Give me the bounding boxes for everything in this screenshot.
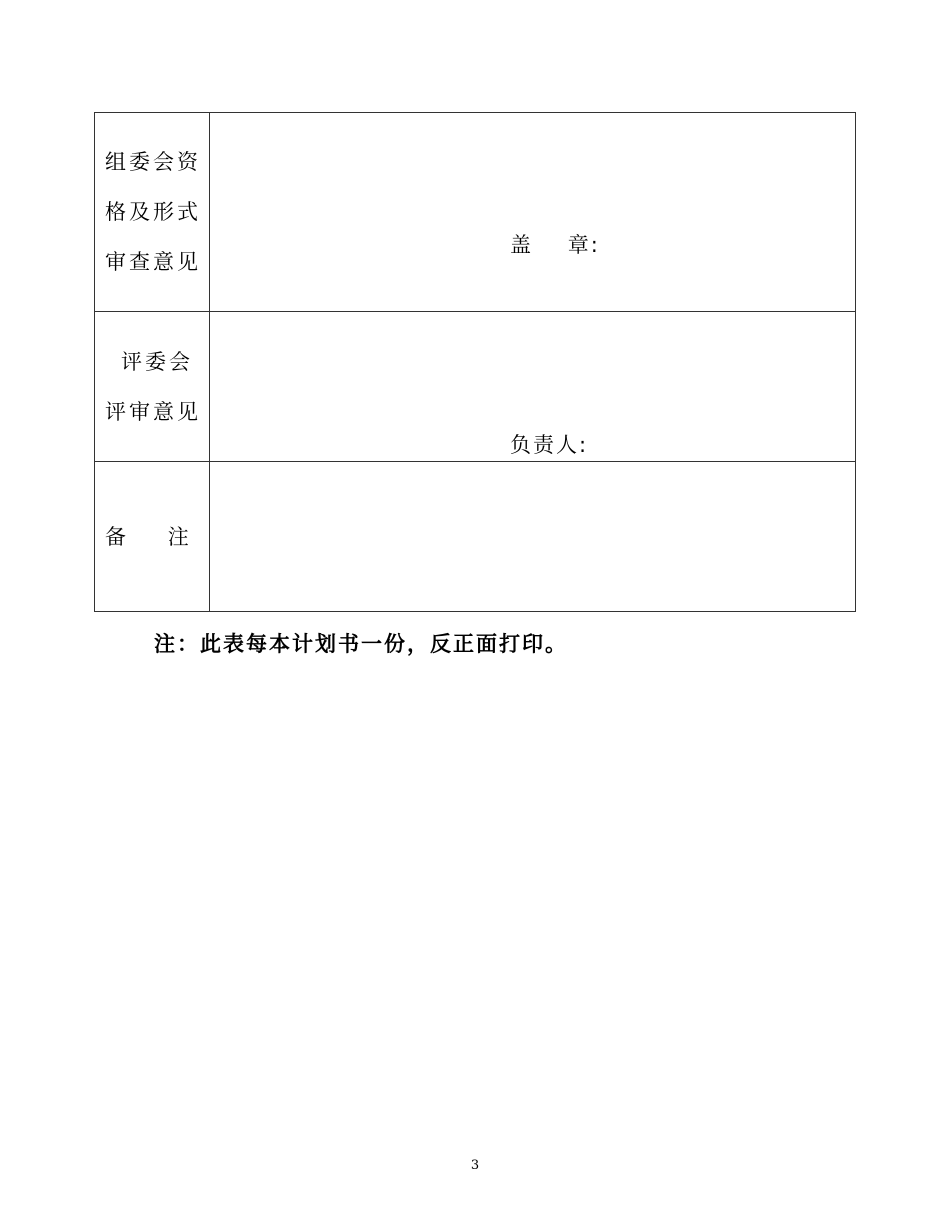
row-label-committee-review	[95, 113, 210, 312]
review-form-table	[94, 112, 856, 612]
print-note: 注：此表每本计划书一份，反正面打印。	[154, 632, 568, 656]
label-line: 格及形式	[105, 200, 201, 224]
label-line: 组委会资	[105, 150, 201, 174]
content-cell-remarks	[210, 462, 856, 612]
label-line: 评审意见	[105, 399, 201, 424]
table-row-committee-review	[95, 113, 856, 312]
label-line: 审查意见	[105, 250, 201, 274]
content-cell-jury-review	[210, 312, 856, 462]
seal-label: 盖 章:	[510, 233, 600, 257]
table-row-jury-review	[95, 312, 856, 462]
label-line: 备 注	[105, 524, 192, 549]
row-label-remarks	[95, 462, 210, 612]
page-number: 3	[470, 1158, 480, 1173]
table-row-remarks	[95, 462, 856, 612]
responsible-person-label: 负责人:	[510, 433, 589, 457]
label-line: 评委会	[121, 349, 193, 374]
content-cell-committee-review	[210, 113, 856, 312]
row-label-jury-review	[95, 312, 210, 462]
